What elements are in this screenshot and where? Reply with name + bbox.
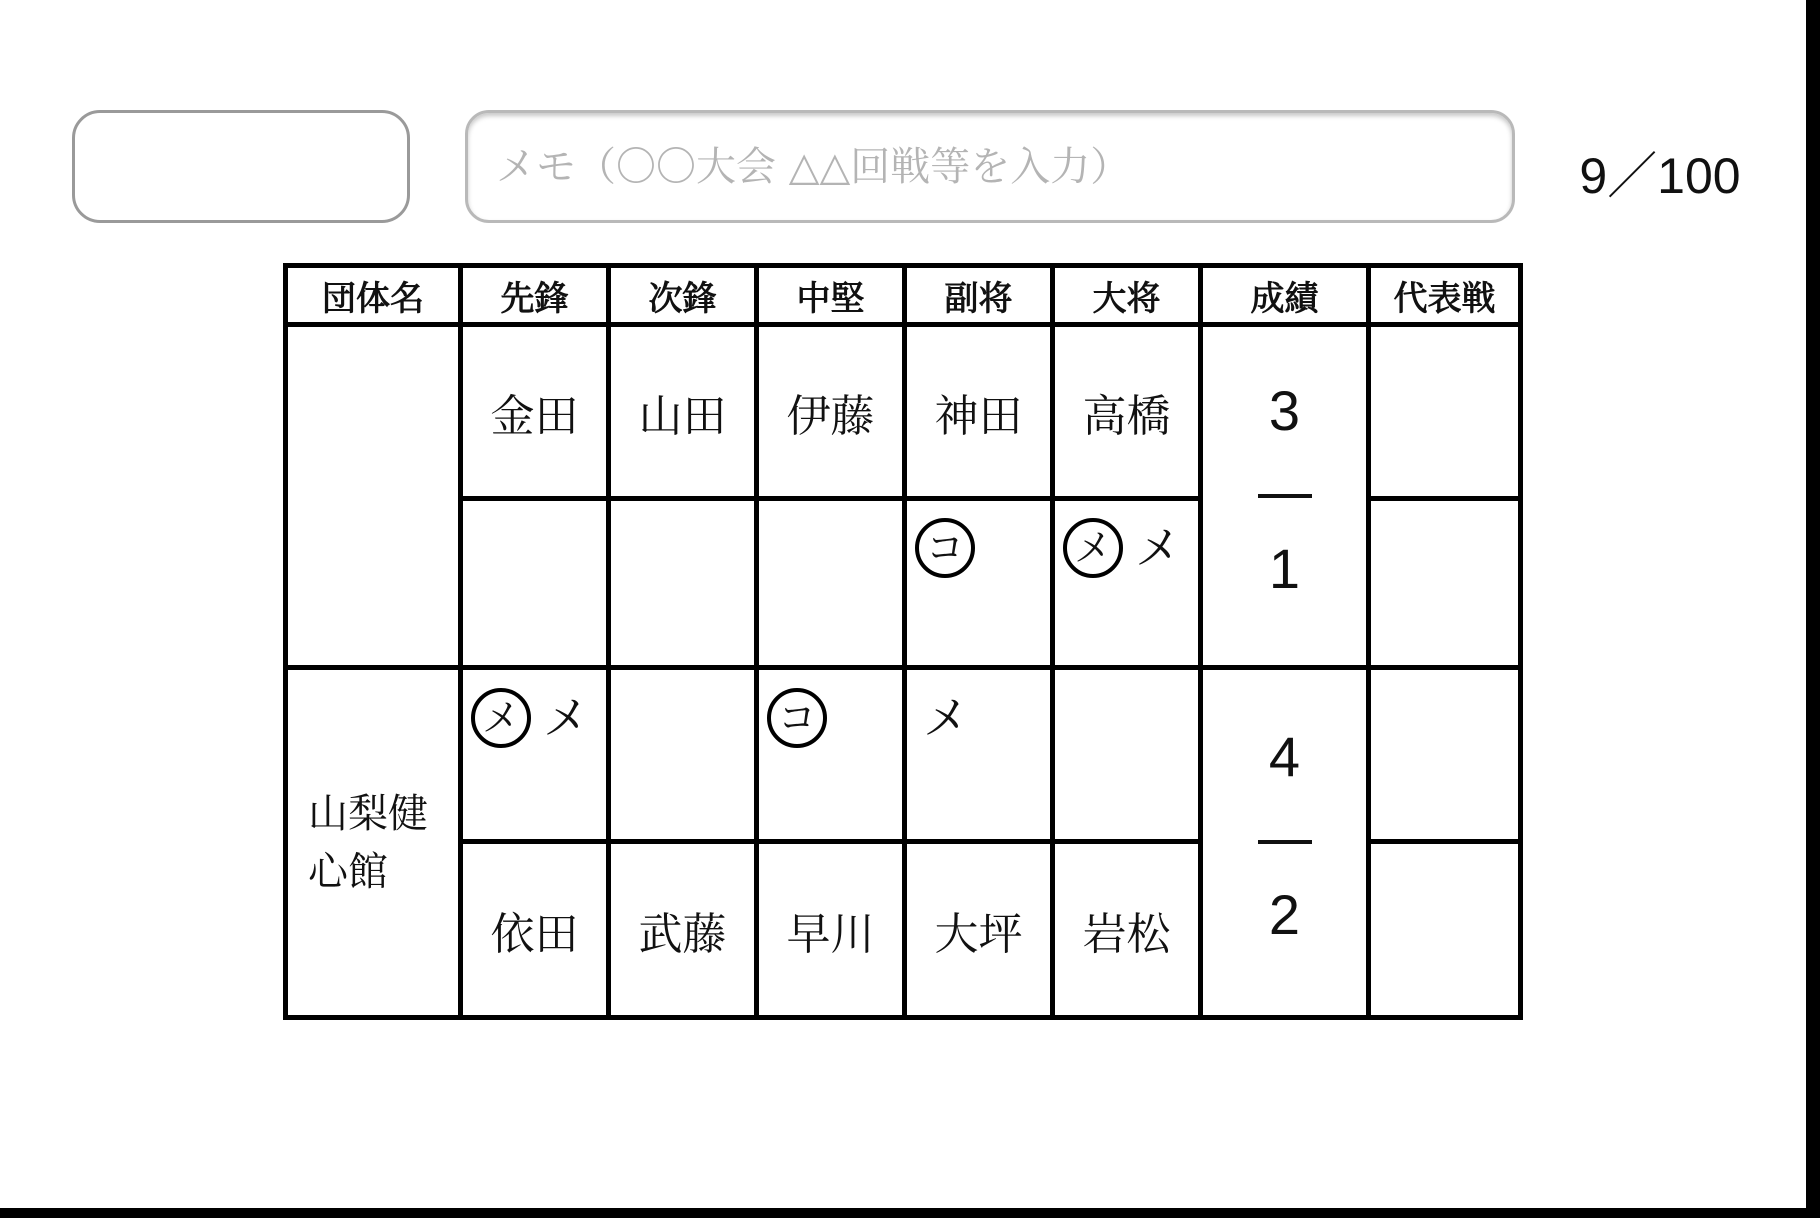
score-top-lower: 1 (1268, 536, 1301, 600)
player-bottom-jiho[interactable]: 武藤 (638, 908, 727, 960)
player-top-senpo[interactable]: 金田 (490, 390, 579, 442)
header-result: 成績 (1250, 278, 1319, 319)
header-representative-match: 代表戦 (1393, 278, 1496, 319)
plain-mark: メ (1135, 521, 1181, 575)
circled-mark: コ (767, 688, 827, 748)
representative-bottom-lower[interactable] (1371, 844, 1518, 1015)
plain-mark: メ (543, 691, 589, 745)
score-dash (1258, 494, 1312, 498)
representative-top-lower[interactable] (1371, 501, 1518, 665)
header-team-name: 団体名 (322, 278, 424, 319)
circled-mark: メ (1063, 518, 1123, 578)
team-name-bottom-line1: 山梨健 (308, 790, 428, 837)
player-top-chuken[interactable]: 伊藤 (786, 390, 875, 442)
mark-bottom-fukusho (923, 691, 969, 745)
header-taisho: 大将 (1092, 278, 1161, 319)
score-cell-top-senpo[interactable] (463, 501, 606, 665)
header-chuken: 中堅 (796, 278, 865, 319)
score-cell-top-chuken[interactable] (759, 501, 902, 665)
name-input-box[interactable] (72, 110, 410, 223)
header-senpo: 先鋒 (500, 278, 569, 319)
circled-mark: コ (915, 518, 975, 578)
scoresheet-table (283, 263, 1523, 1020)
representative-bottom-upper[interactable] (1371, 670, 1518, 839)
team-name-bottom-line2: 心館 (308, 848, 388, 895)
screen-edge-bottom (0, 1208, 1820, 1218)
header-fukusho: 副将 (944, 278, 1013, 319)
player-top-jiho[interactable]: 山田 (638, 390, 727, 442)
score-cell-bottom-jiho[interactable] (611, 670, 754, 839)
representative-top-upper[interactable] (1371, 327, 1518, 496)
team-name-top[interactable] (288, 327, 458, 665)
memo-input[interactable] (465, 110, 1515, 223)
score-top-upper: 3 (1268, 378, 1301, 442)
page-counter: 9／100 (1579, 148, 1741, 204)
mark-top-taisho (1063, 518, 1181, 578)
player-bottom-senpo[interactable]: 依田 (490, 908, 579, 960)
team-name-bottom[interactable] (288, 670, 458, 1015)
score-cell-top-jiho[interactable] (611, 501, 754, 665)
mark-bottom-senpo (471, 688, 589, 748)
player-top-fukusho[interactable]: 神田 (934, 390, 1023, 442)
screen-edge-right (1806, 0, 1820, 1218)
player-top-taisho[interactable]: 高橋 (1082, 390, 1171, 442)
mark-top-fukusho (915, 518, 975, 578)
circled-mark: メ (471, 688, 531, 748)
player-bottom-taisho[interactable]: 岩松 (1082, 908, 1171, 960)
score-bottom-lower: 2 (1268, 882, 1301, 946)
score-dash (1258, 840, 1312, 844)
score-bottom-upper: 4 (1268, 724, 1301, 788)
mark-bottom-chuken (767, 688, 827, 748)
plain-mark: メ (923, 691, 969, 745)
player-bottom-fukusho[interactable]: 大坪 (934, 908, 1023, 960)
player-bottom-chuken[interactable]: 早川 (786, 908, 875, 960)
header-jiho: 次鋒 (648, 278, 717, 319)
score-cell-bottom-taisho[interactable] (1055, 670, 1198, 839)
